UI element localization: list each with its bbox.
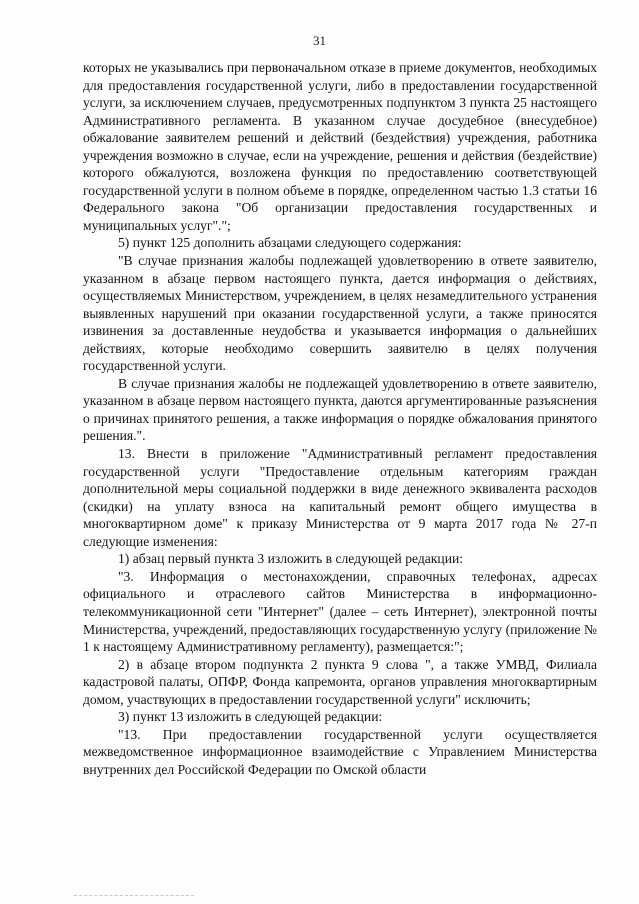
paragraph: 13. Внести в приложение "Административный регламент предоставления государственной услуги "Предоставление отдельным категориям граждан дополнительной меры социальной поддержки в виде денежного эквивалента расходов (скидки) на уплату взноса на капитальный ремонт общего имущества в многоквартирном доме" к приказу Министерства от 9 марта 2017 года № 27-п следующие изменения:	[83, 446, 597, 549]
paragraph: которых не указывались при первоначальном отказе в приеме документов, необходимых для предоставления государственной услуги, либо в предоставлении государственной услуги, за исключением случаев, предусмотренных подпунктом 3 пункта 25 настоящего Административного регламента. В указанном случае досудебное (внесудебное) обжалование заявителем решений и действий (бездействия) учреждения, работника учреждения возможно в случае, если на учреждение, решения и действия (бездействие) которого обжалуются, возложена функция по предоставлению соответствующей государственной услуги в полном объеме в порядке, определенном частью 1.3 статьи 16 Федерального закона "Об организации предоставления государственных и муниципальных услуг".";	[83, 60, 597, 233]
paragraph: 1) абзац первый пункта 3 изложить в следующей редакции:	[118, 551, 464, 567]
paragraph: "В случае признания жалобы подлежащей удовлетворению в ответе заявителю, указанном в абзаце первом настоящего пункта, дается информация о действиях, осуществляемых Министерством, учреждением, в целях незамедлительного устранения выявленных нарушений при оказании государственной услуги, а также приносятся извинения за доставленные неудобства и указывается информация о дальнейших действиях, которые необходимо совершить заявителю в целях получения государственной услуги.	[83, 253, 597, 374]
paragraph: "3. Информация о местонахождении, справочных телефонах, адресах официального и отраслевого сайтов Министерства в информационно-телекоммуникационной сети "Интернет" (далее – сеть Интернет), электронной почты Министерства, учреждений, предоставляющих государственную услугу (приложение № 1 к настоящему Административному регламенту), размещается:";	[83, 568, 597, 655]
paragraph: В случае признания жалобы не подлежащей удовлетворению в ответе заявителю, указанном в абзаце первом настоящего пункта, даются аргументированные разъяснения о причинах принятого решения, а также информация о порядке обжалования принятого решения.".	[83, 375, 597, 444]
paragraph: "13. При предоставлении государственной услуги осуществляется межведомственное информационное взаимодействие с Управлением Министерства внутренних дел Российской Федерации по Омской области	[83, 726, 597, 777]
document-body	[83, 59, 597, 778]
paragraph: 3) пункт 13 изложить в следующей редакции:	[118, 709, 383, 725]
scan-edge-artifact	[74, 895, 194, 896]
paragraph: 2) в абзаце втором подпункта 2 пункта 9 слова ", а также УМВД, Филиала кадастровой палаты, ОПФР, Фонда капремонта, органов управления многоквартирным домом, участвующих в предоставлении государственной услуги" исключить;	[83, 656, 597, 707]
page-number: 31	[313, 33, 326, 48]
paragraph: 5) пункт 125 дополнить абзацами следующего содержания:	[118, 235, 462, 251]
